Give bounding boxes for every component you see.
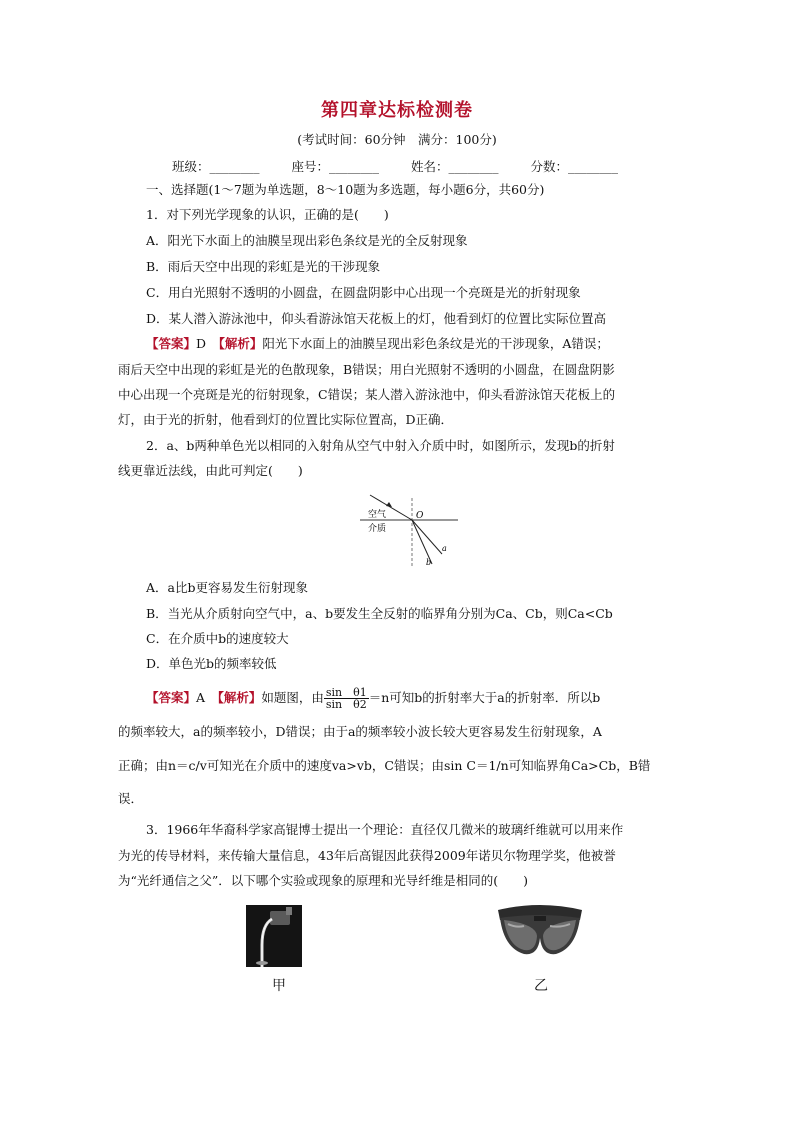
q2-option-a: A．a比b更容易发生衍射现象 — [146, 580, 308, 595]
section-heading: 一、选择题(1～7题为单选题，8～10题为多选题，每小题6分，共60分) — [146, 182, 545, 197]
q1-option-a: A．阳光下水面上的油膜呈现出彩色条纹是光的全反射现象 — [146, 233, 468, 248]
caption-jia: 甲 — [272, 978, 286, 994]
q3-stem-line3: 为“光纤通信之父”．以下哪个实验或现象的原理和光导纤维是相同的( ) — [118, 873, 529, 888]
q1-analysis-line3: 中心出现一个亮斑是光的衍射现象，C错误；某人潜入游泳池中，仰头看游泳馆天花板上的 — [118, 387, 616, 402]
q1-stem: 1．对下列光学现象的认识，正确的是( ) — [146, 207, 389, 222]
caption-yi: 乙 — [534, 978, 548, 994]
q2-analysis-line2: 的频率较大，a的频率较小，D错误；由于a的频率较小波长较大更容易发生衍射现象，A — [118, 724, 602, 739]
class-field[interactable]: 班级：________ — [172, 159, 260, 174]
q1-option-d: D．某人潜入游泳池中，仰头看游泳馆天花板上的灯，他看到灯的位置比实际位置高 — [146, 311, 607, 326]
q1-analysis-text: 阳光下水面上的油膜呈现出彩色条纹是光的干涉现象，A错误； — [262, 336, 609, 351]
sine-ratio-fraction — [324, 687, 369, 710]
exam-meta: (考试时间：60分钟 满分：100分) — [297, 132, 497, 147]
q2-analysis-line4: 误． — [118, 791, 144, 806]
q3-stem-line1: 3．1966年华裔科学家高锟博士提出一个理论：直径仅几微米的玻璃纤维就可以用来作 — [146, 822, 624, 837]
seat-field[interactable]: 座号：________ — [291, 159, 380, 174]
name-field[interactable]: 姓名：________ — [411, 159, 499, 174]
q2-analysis-post: ＝n可知b的折射率大于a的折射率．所以b — [368, 690, 601, 705]
q2-analysis-pre: 如题图，由 — [261, 690, 324, 705]
refraction-diagram — [360, 490, 460, 570]
q2-option-c: C．在介质中b的速度较大 — [146, 631, 289, 646]
q1-option-c: C．用白光照射不透明的小圆盘，在圆盘阴影中心出现一个亮斑是光的折射现象 — [146, 285, 581, 300]
score-field[interactable]: 分数：________ — [530, 159, 619, 174]
q1-analysis-line1 — [146, 335, 609, 353]
q2-stem-line1: 2．a、b两种单色光以相同的入射角从空气中射入介质中时，如图所示，发现b的折射 — [146, 438, 615, 453]
fraction-numerator: sin θ1 — [325, 686, 367, 699]
page-title: 第四章达标检测卷 — [321, 100, 473, 121]
water-stream-light-photo — [246, 905, 302, 967]
analysis-tag: 【解析】 — [218, 336, 263, 351]
q3-stem-line2: 为光的传导材料，来传输大量信息，43年后高锟因此获得2009年诺贝尔物理学奖，他被誉 — [118, 848, 616, 863]
label-medium: 介质 — [368, 524, 387, 534]
q2-stem-line2: 线更靠近法线，由此可判定( ) — [118, 463, 303, 478]
label-air: 空气 — [368, 510, 387, 520]
student-info-row — [172, 157, 646, 175]
q1-analysis-line4: 灯，由于光的折射，他看到灯的位置比实际位置高，D正确． — [118, 412, 454, 427]
refracted-ray-a — [412, 520, 442, 554]
answer-tag: 【答案】 — [146, 690, 197, 705]
q2-analysis-line3: 正确；由n＝c/v可知光在介质中的速度va>vb，C错误；由sin C＝1/n可知临界角Ca>Cb，B错 — [118, 758, 651, 773]
analysis-tag: 【解析】 — [217, 690, 262, 705]
label-b: b — [426, 558, 432, 567]
q1-analysis-line2: 雨后天空中出现的彩虹是光的色散现象，B错误；用白光照射不透明的小圆盘，在圆盘阴影 — [118, 362, 615, 377]
fraction-denominator: sin θ2 — [325, 698, 367, 711]
q2-answer: A — [196, 690, 206, 705]
label-o: O — [416, 511, 424, 521]
q2-analysis-line1 — [146, 687, 600, 710]
answer-tag: 【答案】 — [146, 336, 197, 351]
q2-option-d: D．单色光b的频率较低 — [146, 656, 277, 671]
q1-answer: D — [196, 336, 207, 351]
sunglasses-photo — [494, 898, 586, 962]
q2-option-b: B．当光从介质射向空气中，a、b要发生全反射的临界角分别为Ca、Cb，则Ca<Cb — [146, 606, 613, 621]
q1-option-b: B．雨后天空中出现的彩虹是光的干涉现象 — [146, 259, 381, 274]
label-a: a — [442, 544, 447, 553]
